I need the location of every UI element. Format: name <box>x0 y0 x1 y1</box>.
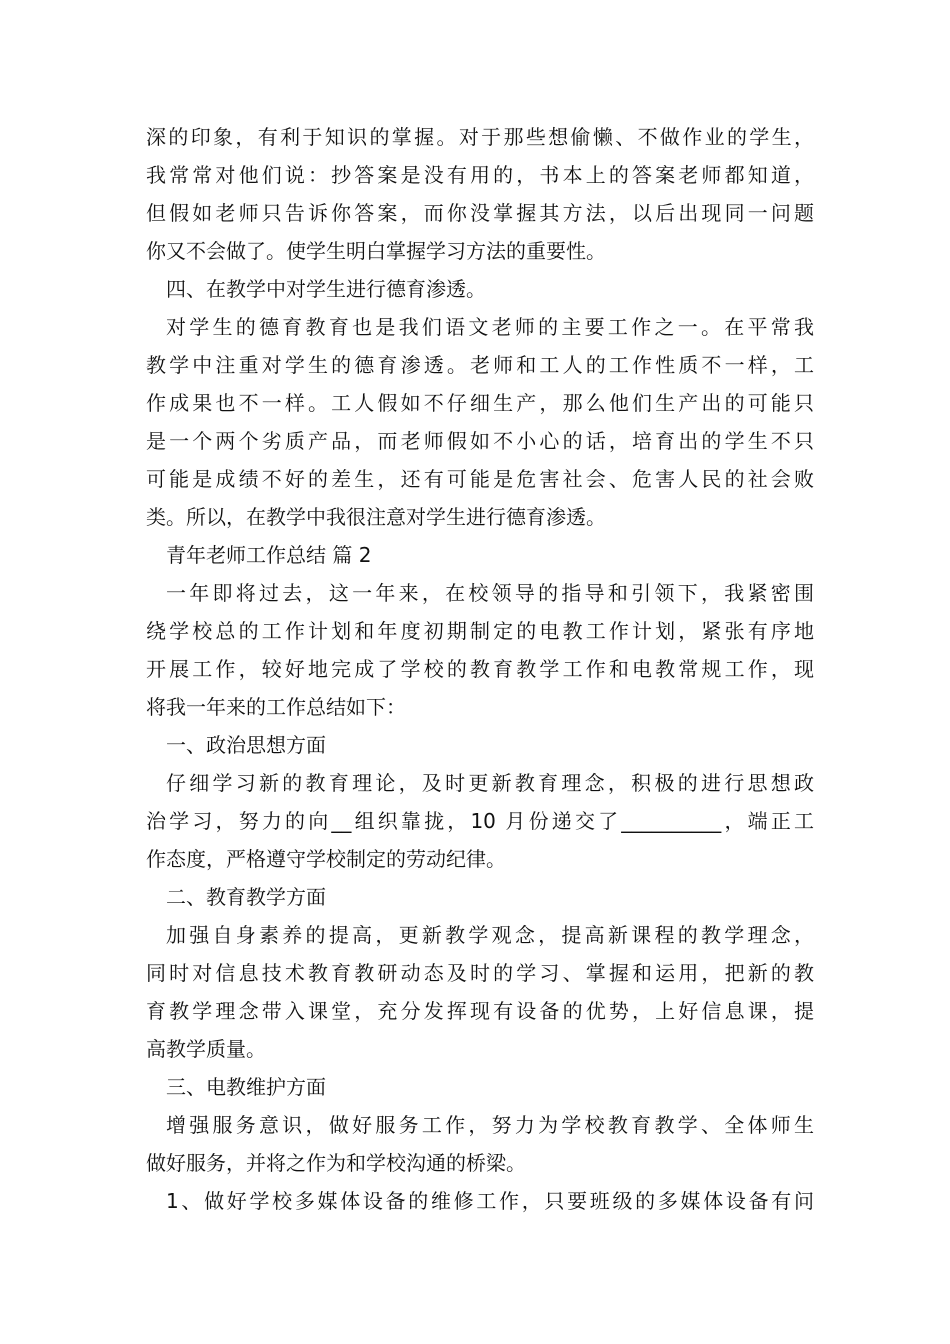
body-line: 绕学校总的工作计划和年度初期制定的电教工作计划，紧张有序地 <box>146 619 814 643</box>
body-line: 我常常对他们说：抄答案是没有用的，书本上的答案老师都知道， <box>146 163 814 187</box>
article-title: 青年老师工作总结 篇 2 <box>166 543 372 567</box>
paragraph-first-line: 增强服务意识，做好服务工作，努力为学校教育教学、全体师生 <box>166 1113 814 1137</box>
body-line: 育教学理念带入课堂，充分发挥现有设备的优势，上好信息课，提 <box>146 999 814 1023</box>
body-line: 高教学质量。 <box>146 1037 266 1061</box>
body-line: 深的印象，有利于知识的掌握。对于那些想偷懒、不做作业的学生， <box>146 125 814 149</box>
body-line: 你又不会做了。使学生明白掌握学习方法的重要性。 <box>146 239 606 263</box>
body-line: 作成果也不一样。工人假如不仔细生产，那么他们生产出的可能只 <box>146 391 814 415</box>
section-heading: 二、教育教学方面 <box>166 885 326 909</box>
section-heading: 一、政治思想方面 <box>166 733 326 757</box>
section-heading: 四、在教学中对学生进行德育渗透。 <box>166 277 486 301</box>
body-line: 可能是成绩不好的差生，还有可能是危害社会、危害人民的社会败 <box>146 467 814 491</box>
body-line: 将我一年来的工作总结如下： <box>146 695 406 719</box>
paragraph-first-line: 1、做好学校多媒体设备的维修工作，只要班级的多媒体设备有问 <box>166 1189 814 1213</box>
paragraph-first-line: 加强自身素养的提高，更新教学观念，提高新课程的教学理念， <box>166 923 814 947</box>
body-line: 同时对信息技术教育教研动态及时的学习、掌握和运用，把新的教 <box>146 961 814 985</box>
body-line: 是一个两个劣质产品，而老师假如不小心的话，培育出的学生不只 <box>146 429 814 453</box>
body-line: 但假如老师只告诉你答案，而你没掌握其方法，以后出现同一问题 <box>146 201 814 225</box>
body-line: 做好服务，并将之作为和学校沟通的桥梁。 <box>146 1151 526 1175</box>
section-heading: 三、电教维护方面 <box>166 1075 326 1099</box>
paragraph-first-line: 一年即将过去，这一年来，在校领导的指导和引领下，我紧密围 <box>166 581 814 605</box>
paragraph-first-line: 仔细学习新的教育理论，及时更新教育理念，积极的进行思想政 <box>166 771 814 795</box>
body-line: 开展工作，较好地完成了学校的教育教学工作和电教常规工作，现 <box>146 657 814 681</box>
document-body <box>146 118 814 1220</box>
body-line: 教学中注重对学生的德育渗透。老师和工人的工作性质不一样，工 <box>146 353 814 377</box>
body-line: 治学习，努力的向__组织靠拢，10 月份递交了__________，端正工 <box>146 809 814 833</box>
body-line: 类。所以，在教学中我很注意对学生进行德育渗透。 <box>146 505 606 529</box>
paragraph-first-line: 对学生的德育教育也是我们语文老师的主要工作之一。在平常我 <box>166 315 814 339</box>
body-line: 作态度，严格遵守学校制定的劳动纪律。 <box>146 847 506 871</box>
